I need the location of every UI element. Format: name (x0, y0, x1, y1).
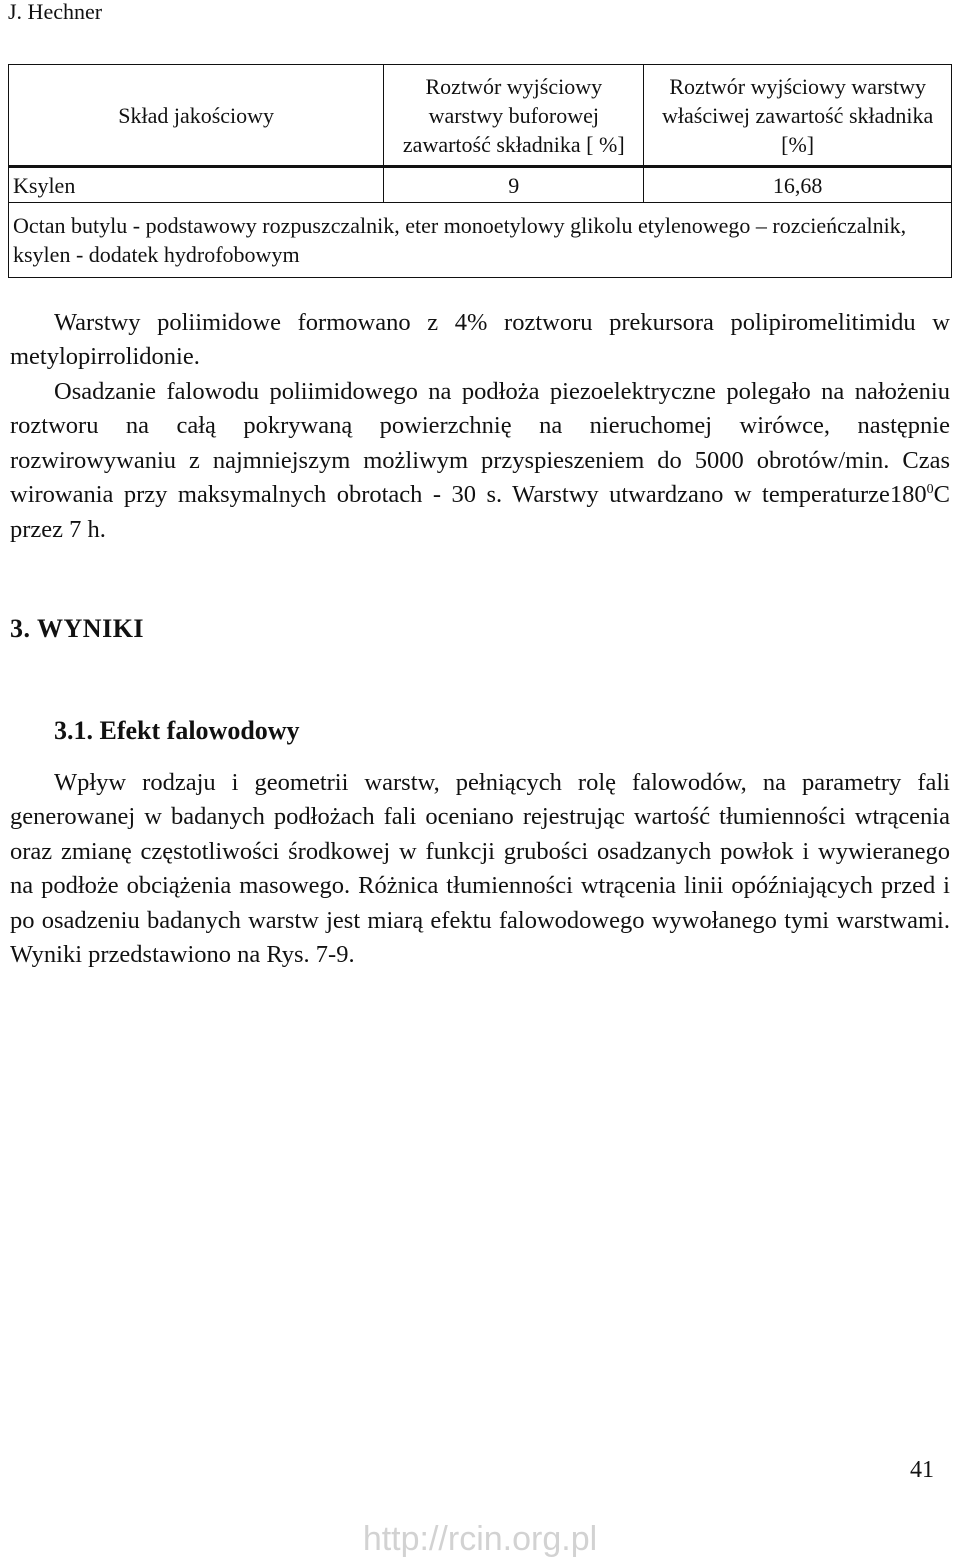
table-cell-buffer: 9 (384, 167, 644, 203)
section-heading: 3. WYNIKI (10, 614, 145, 643)
table-header-cell: Skład jakościowy (9, 65, 384, 167)
table-cell-name: Ksylen (9, 167, 384, 203)
table-cell-proper: 16,68 (644, 167, 952, 203)
table-header-row (9, 65, 952, 167)
degree-superscript: 0 (926, 482, 934, 498)
paragraph-deposition-text: Osadzanie falowodu poliimidowego na podłoża piezoelektryczne polegało na nałożeniu roztworu na całą pokrywaną powierzchnię na nieruchomej wirówce, następnie rozwirowywaniu z najmniejszym możliwym przyspieszeniem do 5000 obrotów/min. Czas wirowania przy maksymalnych obrotach - 30 s. Warstwy utwardzano w temperaturze180 (10, 378, 950, 509)
table-note: Octan butylu - podstawowy rozpuszczalnik, eter monoetylowy glikolu etylenowego – rozcieńczalnik, ksylen - dodatek hydrofobowym (9, 203, 952, 278)
table-header-cell: Roztwór wyjściowy warstwy buforowej zawartość składnika [ %] (384, 65, 644, 167)
table-header-cell: Roztwór wyjściowy warstwy właściwej zawartość składnika [%] (644, 65, 952, 167)
paragraph-deposition (10, 375, 950, 547)
watermark: http://rcin.org.pl (362, 1520, 598, 1558)
paragraph-deposition-tail: C przez 7 h. (10, 481, 950, 543)
subsection-heading: 3.1. Efekt falowodowy (54, 716, 300, 745)
table-row (9, 167, 952, 203)
page-number: 41 (910, 1457, 934, 1483)
table-note-row (9, 203, 952, 278)
paragraph-waveguide-effect: Wpływ rodzaju i geometrii warstw, pełniących rolę falowodów, na parametry fali generowanej w badanych podłożach fali oceniano rejestrując wartość tłumienności wtrącenia oraz zmianę częstotliwości środkowej w funkcji grubości osadzanych powłok i wywieranego na podłoże obciążenia masowego. Różnica tłumienności wtrącenia linii opóźniających przed i po osadzeniu badanych warstw jest miarą efektu falowodowego wywołanego tymi warstwami. Wyniki przedstawiono na Rys. 7-9. (10, 769, 950, 969)
composition-table (8, 64, 952, 278)
paragraph-polyimide-layers: Warstwy poliimidowe formowano z 4% roztworu prekursora polipiromelitimidu w metylopirrolidonie. (10, 309, 950, 371)
running-header-author: J. Hechner (8, 0, 103, 24)
